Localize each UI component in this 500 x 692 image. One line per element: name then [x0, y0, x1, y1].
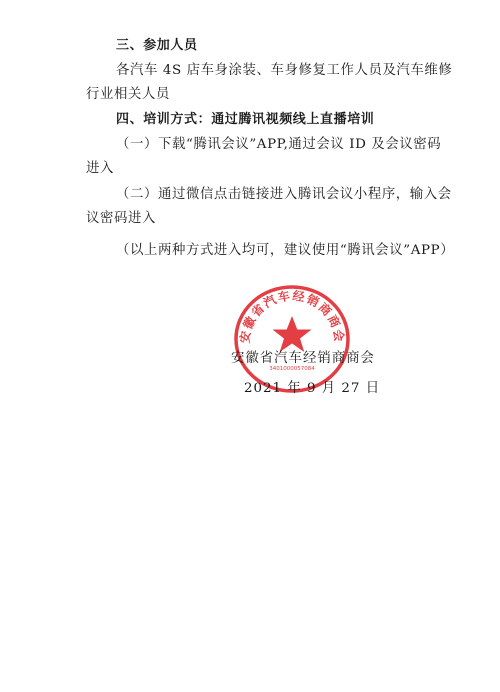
signature-date: 2021 年 9 月 27 日 — [244, 381, 381, 396]
section4-item1-line1: （一）下载“腾讯会议”APP,通过会议 ID 及会议密码 — [116, 137, 442, 152]
seal-code: 3401000057084 — [269, 366, 315, 372]
section4-item2-line2: 议密码进入 — [86, 211, 156, 226]
section4-item2-line1: （二）通过微信点击链接进入腾讯会议小程序，输入会 — [116, 187, 452, 202]
section4-item1-line2: 进入 — [86, 161, 114, 176]
signature-org: 安徽省汽车经销商商会 — [231, 351, 375, 366]
section3-body-line2: 行业相关人员 — [86, 87, 170, 102]
section3-body-line1: 各汽车 4S 店车身涂装、车身修复工作人员及汽车维修 — [116, 63, 453, 78]
section3-heading: 三、参加人员 — [116, 38, 198, 53]
section4-note: （以上两种方式进入均可，建议使用“腾讯会议”APP） — [116, 243, 455, 258]
seal-ring-text: 安徽省汽车经销商商会 — [237, 288, 347, 345]
section4-heading: 四、培训方式：通过腾讯视频线上直播培训 — [116, 112, 375, 127]
